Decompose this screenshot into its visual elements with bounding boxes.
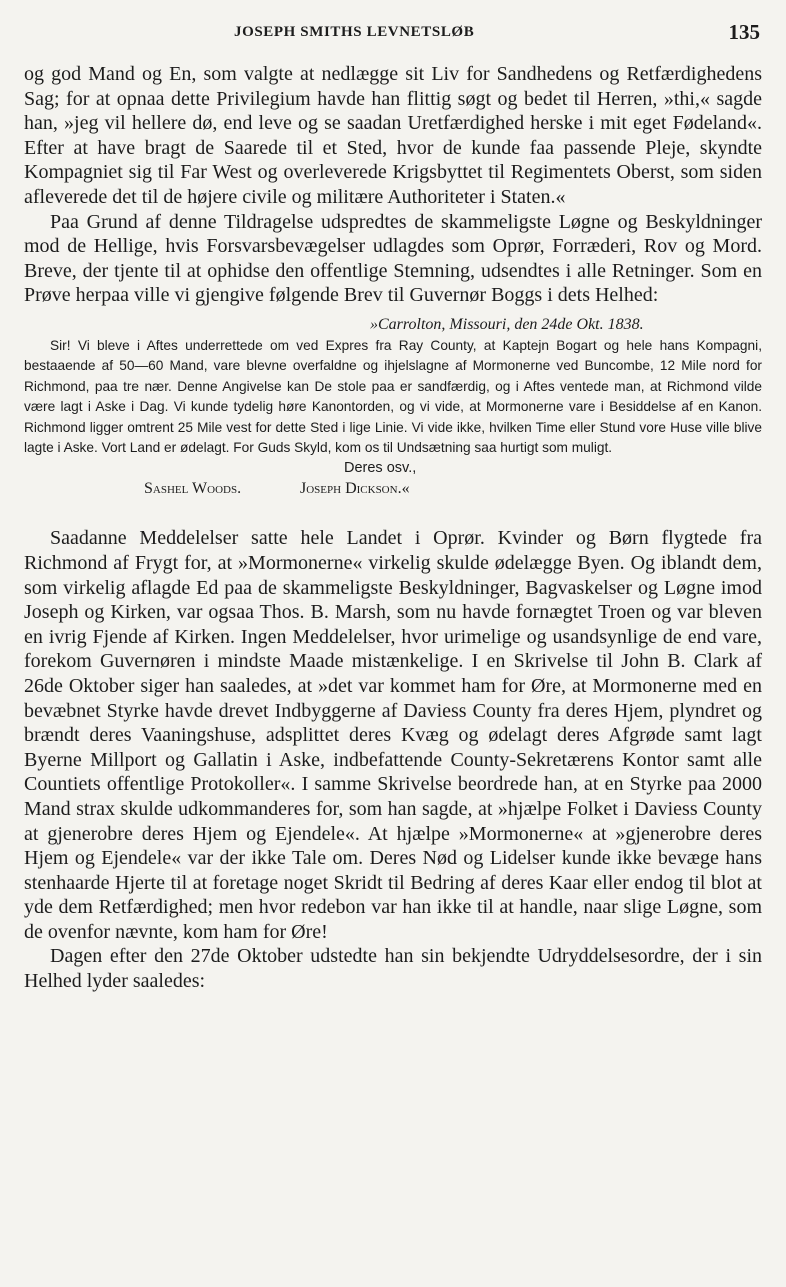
paragraph-4: Dagen efter den 27de Oktober udstedte han sin bekjendte Udryddelsesordre, der i sin Helhed lyder saaledes: (24, 945, 762, 993)
letter-signatures (24, 478, 762, 500)
book-page (24, 16, 762, 994)
letter-closing: Deres osv., (344, 460, 417, 477)
page-number: 135 (728, 20, 760, 44)
letter-body: Sir! Vi bleve i Aftes underrettede om ved Expres fra Ray County, at Kaptejn Bogart og hele hans Kompagni, bestaaende af 50—60 Mand, vare blevne overfaldne og ihjelslagne af Mormonerne ved Buncombe, 12 Mile nord for Richmond, paa tre nær. Denne Angivelse kan De stole paa er sandfærdig, og i Aftes ventede man, at Richmond vilde være lagt i Aske i Dag. Vi kunde tydelig høre Kanontorden, og vi vide, at Mormonerne vare i Besiddelse af en Kanon. Richmond ligger omtrent 25 Mile vest for dette Sted i lige Linie. Vi vide ikke, hvilken Time eller Stund vore Huse ville blive lagte i Aske. Vort Land er ødelagt. For Guds Skyld, kom os til Undsætning saa hurtigt som muligt. (24, 337, 762, 455)
signature-joseph-dickson: Joseph Dickson.« (300, 480, 410, 498)
body-text (24, 62, 762, 994)
letter-place-date: »Carrolton, Missouri, den 24de Okt. 1838. (370, 315, 644, 333)
paragraph-1: og god Mand og En, som valgte at nedlægge sit Liv for Sandhedens og Retfærdighedens Sag; for at opnaa dette Privilegium havde han flittig søgt og bedet til Herren, »thi,« sagde han, »jeg vil hellere dø, end leve og se saadan Uretfærdighed herske i mit eget Fødeland«. Efter at have bragt de Saarede til et Sted, hvor de kunde faa passende Pleje, skyndte Kompagniet sig til Far West og overleverede Krigsbyttet til Regimentets Oberst, som siden afleverede det til de højere civile og militære Authoriteter i Staten.« (24, 63, 762, 208)
quoted-letter (24, 314, 762, 500)
paragraph-3: Saadanne Meddelelser satte hele Landet i Oprør. Kvinder og Børn flygtede fra Richmond af Frygt for, at »Mormonerne« virkelig skulde ødelægge Byen. Og iblandt dem, som virkelig aflagde Ed paa de skammeligste Beskyldninger, Bagvaskelser og Løgne imod Joseph og Kirken, var ogsaa Thos. B. Marsh, som nu havde fornægtet Troen og var bleven en ivrig Fjende af Kirken. Ingen Meddelelser, hvor urimelige og usandsynlige de end vare, forekom Guvernøren i mindste Maade mistænkelige. I en Skrivelse til John B. Clark af 26de Oktober siger han saaledes, at »det var kommet ham for Øre, at Mormonerne med en bevæbnet Styrke havde drevet Indbyggerne af Daviess County fra deres Hjem, plyndret og brændt deres Vaaningshuse, adsplittet deres Kvæg og ødelagt deres Afgrøde samt lagt Byerne Millport og Gallatin i Aske, indbefattende County-Sekretærens Kontor samt alle Countiets offentlige Protokoller«. I samme Skrivelse beordrede han, at en Styrke paa 2000 Mand strax skulde udkommanderes for, som han sagde, at »hjælpe Folket i Daviess County at gjenerobre deres Hjem og Ejendele«. At hjælpe »Mormonerne« at »gjenerobre deres Hjem og Ejendele« var der ikke Tale om. Deres Nød og Lidelser kunde ikke bevæge hans stenhaarde Hjerte til at foretage noget Skridt til Bedring af deres Kaar eller endog til blot at yde dem Retfærdighed; men hvor redebon var han ikke til at handle, naar slige Løgne, som de ovenfor nævnte, kom ham for Øre! (24, 527, 762, 943)
running-title: JOSEPH SMITHS LEVNETSLØB (234, 24, 475, 40)
paragraph-2: Paa Grund af denne Tildragelse udspredtes de skammeligste Løgne og Beskyldninger mod de Hellige, hvis Forsvarsbevægelser udlagdes som Oprør, Forræderi, Rov og Mord. Breve, der tjente til at ophidse den offentlige Stemning, udsendtes i alle Retninger. Som en Prøve herpaa ville vi gjengive følgende Brev til Guvernør Boggs i dets Helhed: (24, 210, 762, 307)
page-header (24, 16, 762, 50)
signature-sashel-woods: Sashel Woods. (144, 480, 242, 498)
